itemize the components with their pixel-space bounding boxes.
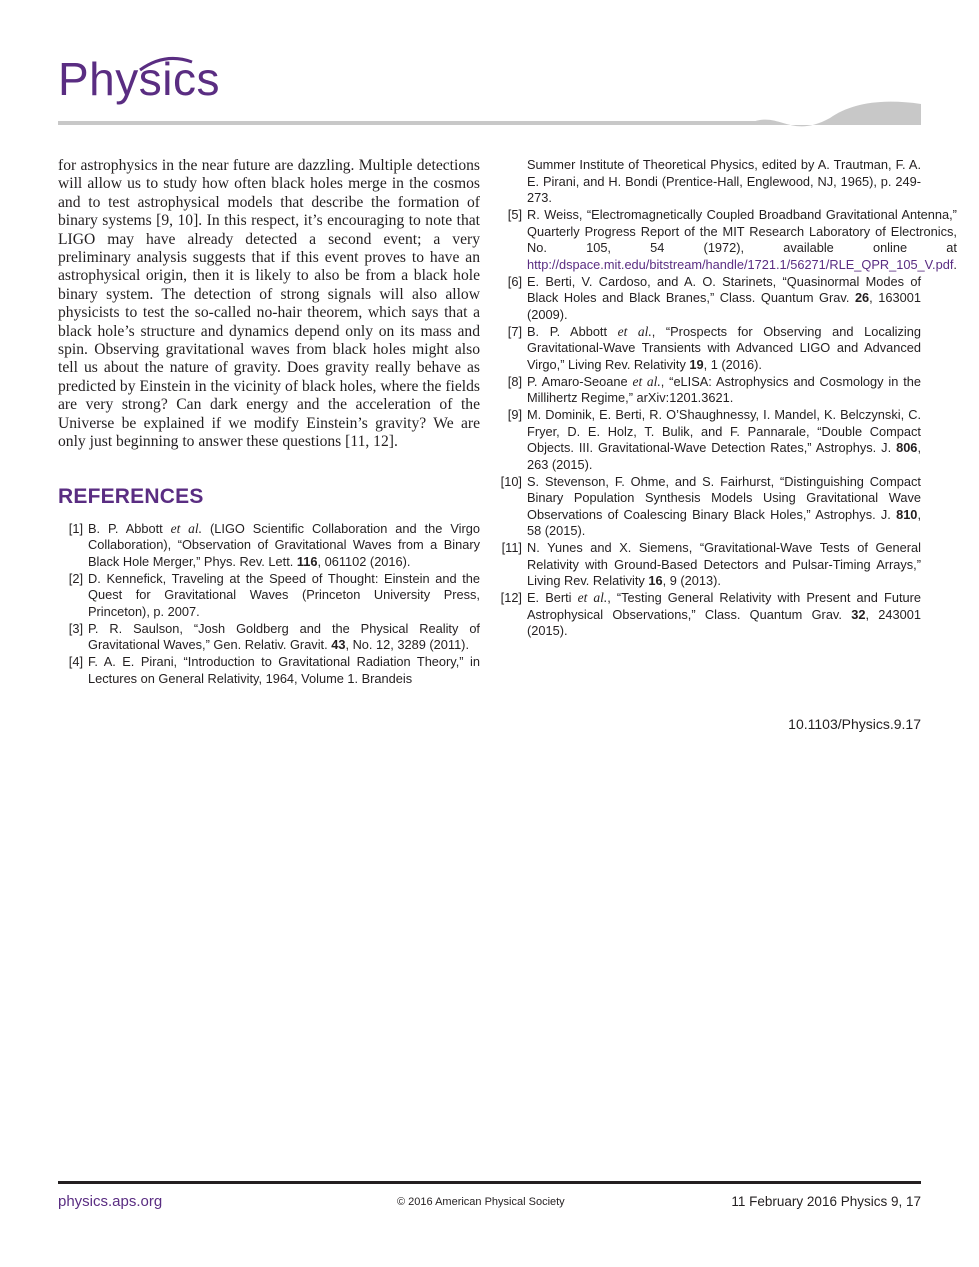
reference-4-continuation: Summer Institute of Theoretical Physics, edited by A. Trautman, F. A. E. Pirani, and H. Bondi (Prentice-Hall, Englewood, NJ, 1965), p. 249-273. xyxy=(527,157,921,205)
reference-item xyxy=(497,540,921,590)
reference-ital: et al. xyxy=(632,373,661,389)
reference-text xyxy=(527,274,921,324)
reference-number: [11] xyxy=(501,540,522,555)
reference-text xyxy=(527,540,921,590)
reference-item xyxy=(58,654,480,687)
reference-number: [7] xyxy=(507,323,522,339)
reference-pre: N. Yunes and X. Siemens, “Gravitational-Wave Tests of General Relativity with Ground-Based Detectors and Pulsar-Timing Arrays,” Living Rev. Relativity xyxy=(527,540,921,588)
reference-pre: F. A. E. Pirani, “Introduction to Gravitational Radiation Theory,” in Lectures on General Relativity, 1964, Volume 1. Brandeis xyxy=(88,654,480,686)
reference-continuation xyxy=(497,157,921,207)
reference-tail: , 1 (2016). xyxy=(703,356,762,372)
reference-number: [12] xyxy=(500,590,522,605)
reference-link[interactable]: http://dspace.mit.edu/bitstream/handle/1721.1/56271/RLE_QPR_105_V.pdf xyxy=(527,256,954,272)
doi-label: 10.1103/Physics.9.17 xyxy=(788,716,921,732)
reference-tail: , 243001 (2015). xyxy=(527,606,921,638)
reference-ital: et al. xyxy=(577,590,608,605)
reference-bold: 19 xyxy=(689,356,704,372)
reference-text xyxy=(88,621,480,654)
reference-number: [4] xyxy=(68,654,83,669)
reference-item xyxy=(497,324,921,374)
reference-ital: et al. xyxy=(170,520,203,536)
footer-site-link[interactable]: physics.aps.org xyxy=(58,1193,163,1210)
reference-number: [10] xyxy=(500,473,522,489)
reference-bold: 32 xyxy=(851,606,866,622)
reference-bold: 43 xyxy=(331,637,346,652)
reference-pre: R. Weiss, “Electromagnetically Coupled Broadband Gravitational Antenna,” Quarterly Progress Report of the MIT Research Laboratory of Electronics, No. 105, 54 (1972), available online at xyxy=(527,207,957,255)
reference-bold: 810 xyxy=(896,506,918,522)
reference-number: [9] xyxy=(507,407,522,422)
reference-pre: D. Kennefick, Traveling at the Speed of Thought: Einstein and the Quest for Gravitational Waves (Princeton University Press, Princeton), p. 2007. xyxy=(88,570,480,619)
reference-bold: 806 xyxy=(896,440,918,455)
reference-pre: P. Amaro-Seoane xyxy=(527,373,633,389)
reference-item xyxy=(497,590,921,640)
reference-pre: S. Stevenson, F. Ohme, and S. Fairhurst, “Distinguishing Compact Binary Population Synthesis Models Using Gravitational Wave Observations of Coalescing Binary Black Holes,” Astrophys. J. xyxy=(527,473,921,522)
reference-number: [2] xyxy=(68,570,83,586)
journal-logo[interactable]: Physics xyxy=(58,53,220,105)
reference-text xyxy=(88,571,480,621)
reference-ital: et al. xyxy=(617,323,652,339)
reference-pre: E. Berti, V. Cardoso, and A. O. Starinets, “Quasinormal Modes of Black Holes and Black Branes,” Class. Quantum Grav. xyxy=(527,273,921,305)
reference-tail: , 58 (2015). xyxy=(527,506,921,538)
body-paragraph: for astrophysics in the near future are dazzling. Multiple detections will allow us to study how often black holes merge in the cosmos and to test astrophysical models that describe the formation of binary systems [9, 10]. In this respect, it’s encouraging to note that LIGO may have already detected a second event; a very preliminary analysis suggests that if this event proves to have an astrophysical origin, then it is likely to also be from a black hole binary system. The detection of strong signals will also allow physicists to test the so-called no-hair theorem, which says that a black hole’s structure and dynamics depend only on its mass and spin. Observing gravitational waves from black holes might also tell us about the nature of gravity. Does gravity really behave as predicted by Einstein in the vicinity of black holes, where the fields are very strong? Can dark energy and the acceleration of the Universe be explained if we modify Einstein’s gravity? We are only just beginning to answer these questions [11, 12]. xyxy=(58,157,480,451)
reference-number: [1] xyxy=(68,520,83,536)
reference-text xyxy=(88,521,480,571)
reference-pre: M. Dominik, E. Berti, R. O’Shaughnessy, I. Mandel, K. Belczynski, C. Fryer, D. E. Holz, T. Bulik, and F. Pannarale, “Double Compact Objects. III. Gravitational-Wave Detection Rates,” Astrophys. J. xyxy=(527,407,921,455)
reference-text xyxy=(88,654,480,687)
reference-post: , “Testing General Relativity with Present and Future Astrophysical Observations,” Class. Quantum Grav. xyxy=(527,590,922,622)
reference-tail: , 061102 (2016). xyxy=(317,553,411,569)
right-column xyxy=(497,157,957,640)
reference-pre: E. Berti xyxy=(527,590,578,605)
reference-post: , “Prospects for Observing and Localizing Gravitational-Wave Transients with Advanced LIGO and Advanced Virgo,” Living Rev. Relativity xyxy=(527,323,921,372)
reference-item xyxy=(497,274,921,324)
reference-bold: 16 xyxy=(648,573,663,588)
reference-number: [6] xyxy=(507,273,522,289)
reference-number: [5] xyxy=(507,207,522,222)
reference-number: [8] xyxy=(507,373,522,389)
reference-text xyxy=(527,407,921,473)
footer-copyright: © 2016 American Physical Society xyxy=(397,1196,565,1208)
reference-pre: B. P. Abbott xyxy=(88,520,171,536)
reference-item xyxy=(497,474,921,540)
reference-pre: B. P. Abbott xyxy=(527,323,618,339)
reference-tail: , 263 (2015). xyxy=(527,440,921,472)
reference-item xyxy=(497,207,957,273)
reference-text xyxy=(527,590,921,640)
reference-text xyxy=(527,207,957,273)
reference-text xyxy=(527,374,921,407)
reference-tail: , 163001 (2009). xyxy=(527,290,921,322)
reference-pre: P. R. Saulson, “Josh Goldberg and the Physical Reality of Gravitational Waves,” Gen. Relativ. Gravit. xyxy=(88,620,480,652)
reference-after-link: . xyxy=(953,256,957,272)
left-column xyxy=(58,157,480,688)
reference-bold: 116 xyxy=(296,553,318,569)
reference-text xyxy=(527,474,921,540)
reference-item xyxy=(497,407,921,473)
footer-issue: 11 February 2016 Physics 9, 17 xyxy=(731,1194,921,1209)
reference-item xyxy=(58,521,480,571)
references-list-right xyxy=(497,207,957,640)
reference-tail: , 9 (2013). xyxy=(662,573,721,588)
references-list-left xyxy=(58,521,480,688)
reference-number: [3] xyxy=(68,620,83,636)
footer-rule xyxy=(58,1181,921,1184)
reference-item xyxy=(497,374,921,407)
reference-text xyxy=(527,324,921,374)
references-heading: REFERENCES xyxy=(58,484,204,508)
reference-post: , “eLISA: Astrophysics and Cosmology in the Millihertz Regime,” arXiv:1201.3621. xyxy=(527,373,921,405)
reference-item xyxy=(58,571,480,621)
reference-bold: 26 xyxy=(854,290,870,305)
reference-post: (LIGO Scientific Collaboration and the Virgo Collaboration), “Observation of Gravitational Waves from a Binary Black Hole Merger,” Phys. Rev. Lett. xyxy=(88,520,480,569)
reference-item xyxy=(58,621,480,654)
reference-tail: , No. 12, 3289 (2011). xyxy=(345,637,469,652)
